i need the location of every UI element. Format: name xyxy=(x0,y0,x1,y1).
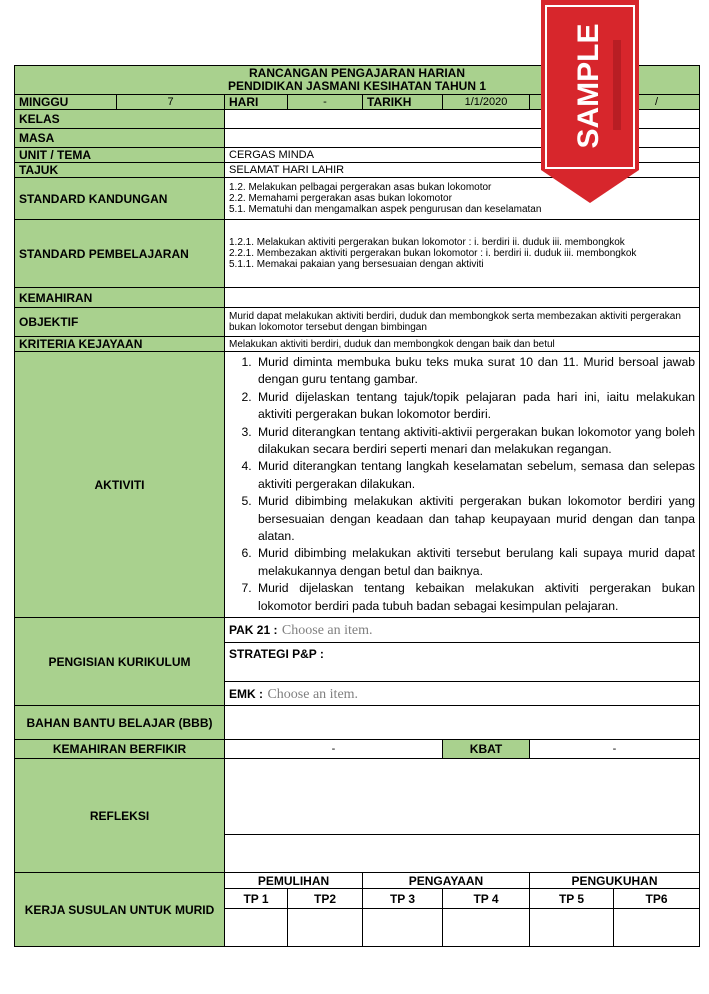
masa-label: MASA xyxy=(15,129,225,148)
objektif-label: OBJEKTIF xyxy=(15,308,225,337)
tp1-header: TP 1 xyxy=(225,889,288,909)
kerja-susulan-label: KERJA SUSULAN UNTUK MURID xyxy=(15,873,225,947)
sample-ribbon-watermark xyxy=(541,0,639,203)
emk-label: EMK : xyxy=(229,686,263,701)
unit-value: CERGAS MINDA xyxy=(225,148,700,163)
kemahiran-label: KEMAHIRAN xyxy=(15,288,225,308)
unit-label: UNIT / TEMA xyxy=(15,148,225,163)
sk-line-2: 2.2. Memahami pergerakan asas bukan lokomotor xyxy=(229,193,452,204)
tarikh-value: 1/1/2020 xyxy=(443,95,530,110)
refleksi-label: REFLEKSI xyxy=(15,759,225,873)
bbb-label: BAHAN BANTU BELAJAR (BBB) xyxy=(15,706,225,740)
tajuk-label: TAJUK xyxy=(15,163,225,178)
emk-cell xyxy=(225,682,700,706)
bbb-value xyxy=(225,706,700,740)
tajuk-value: SELAMAT HARI LAHIR xyxy=(225,163,700,178)
kemahiran-berfikir-label: KEMAHIRAN BERFIKIR xyxy=(15,740,225,759)
aktiviti-item-6: 6. Murid dibimbing melakukan aktiviti tersebut berulang kali supaya murid dapat melakukannya dengan betul dan baiknya. xyxy=(255,545,695,580)
tp1-cell xyxy=(225,909,288,947)
kbat-value: - xyxy=(530,740,700,759)
tarikh-label: TARIKH xyxy=(363,95,443,110)
pak21-cell xyxy=(225,618,700,643)
hari-label: HARI xyxy=(225,95,288,110)
pengukuhan-header: PENGUKUHAN xyxy=(530,873,700,889)
ribbon-text: SAMPLE xyxy=(571,23,605,149)
aktiviti-label: AKTIVITI xyxy=(15,352,225,618)
pak21-select[interactable]: Choose an item. xyxy=(281,623,373,639)
tp4-header: TP 4 xyxy=(443,889,530,909)
sp-line-2: 2.2.1. Membezakan aktiviti pergerakan bukan lokomotor : i. berdiri ii. duduk iii. membongkok xyxy=(229,248,637,259)
sk-line-1: 1.2. Melakukan pelbagai pergerakan asas bukan lokomotor xyxy=(229,182,492,193)
kemahiran-value xyxy=(225,288,700,308)
refleksi-line-2 xyxy=(225,835,700,873)
standard-pembelajaran-label: STANDARD PEMBELAJARAN xyxy=(15,220,225,288)
pengayaan-header: PENGAYAAN xyxy=(363,873,530,889)
pemulihan-header: PEMULIHAN xyxy=(225,873,363,889)
hari-value: - xyxy=(288,95,363,110)
ribbon-fineprint-bar xyxy=(613,40,621,130)
aktiviti-value xyxy=(225,352,700,618)
sp-line-3: 5.1.1. Memakai pakaian yang bersesuaian dengan aktiviti xyxy=(229,259,484,270)
tp2-header: TP2 xyxy=(288,889,363,909)
emk-select[interactable]: Choose an item. xyxy=(267,686,359,702)
kelas-label: KELAS xyxy=(15,110,225,129)
aktiviti-item-1: 1. Murid diminta membuka buku teks muka surat 10 dan 11. Murid bersoal jawab dengan guru tentang gambar. xyxy=(255,354,695,389)
aktiviti-item-5: 5. Murid dibimbing melakukan aktiviti pergerakan bukan lokomotor berdiri yang bersesuaian dengan keadaan dan tahap keupayaan murid dengan dan tanpa alatan. xyxy=(255,493,695,545)
aktiviti-item-4: 4. Murid diterangkan tentang langkah keselamatan sebelum, semasa dan selepas aktiviti pergerakan dilakukan. xyxy=(255,458,695,493)
kemahiran-berfikir-value: - xyxy=(225,740,443,759)
kbat-label: KBAT xyxy=(443,740,530,759)
aktiviti-item-2: 2. Murid dijelaskan tentang tajuk/topik pelajaran pada hari ini, iaitu melakukan aktiviti pergerakan bukan lokomotor berdiri. xyxy=(255,389,695,424)
kriteria-label: KRITERIA KEJAYAAN xyxy=(15,337,225,352)
title-line-1: RANCANGAN PENGAJARAN HARIAN xyxy=(249,66,466,80)
kriteria-value: Melakukan aktiviti berdiri, duduk dan membongkok dengan baik dan betul xyxy=(225,337,700,352)
strategi-cell xyxy=(225,643,700,682)
pengisian-kurikulum-label: PENGISIAN KURIKULUM xyxy=(15,618,225,706)
tp3-header: TP 3 xyxy=(363,889,443,909)
objektif-value: Murid dapat melakukan aktiviti berdiri, duduk dan membongkok serta membezakan aktiviti pergerakan bukan lokomotor tersebut dengan bimbingan xyxy=(225,308,700,337)
strategi-label: STRATEGI P&P : xyxy=(229,647,324,662)
tp6-cell xyxy=(614,909,700,947)
standard-pembelajaran-value xyxy=(225,220,700,288)
tp3-cell xyxy=(363,909,443,947)
sp-line-1: 1.2.1. Melakukan aktiviti pergerakan bukan lokomotor : i. berdiri ii. duduk iii. membongkok xyxy=(229,237,625,248)
refleksi-line-1 xyxy=(225,759,700,835)
aktiviti-item-3: 3. Murid diterangkan tentang aktiviti-aktivii pergerakan bukan lokomotor yang boleh dilakukan secara berdiri seperti menari dan melakukan regangan. xyxy=(255,424,695,459)
title-line-2: PENDIDIKAN JASMANI KESIHATAN TAHUN 1 xyxy=(228,79,487,93)
aktiviti-item-7: 7. Murid dijelaskan tentang kebaikan melakukan aktiviti pergerakan bukan lokomotor berdiri pada tubuh badan sebagai kesimpulan pelajaran. xyxy=(255,580,695,615)
extra-value: / xyxy=(614,95,700,110)
tp5-header: TP 5 xyxy=(530,889,614,909)
tp5-cell xyxy=(530,909,614,947)
pak21-label: PAK 21 : xyxy=(229,623,278,638)
tp2-cell xyxy=(288,909,363,947)
minggu-value: 7 xyxy=(117,95,225,110)
aktiviti-list xyxy=(225,352,699,617)
standard-kandungan-label: STANDARD KANDUNGAN xyxy=(15,178,225,220)
minggu-label: MINGGU xyxy=(15,95,117,110)
sk-line-3: 5.1. Mematuhi dan mengamalkan aspek pengurusan dan keselamatan xyxy=(229,204,542,215)
tp4-cell xyxy=(443,909,530,947)
tp6-header: TP6 xyxy=(614,889,700,909)
